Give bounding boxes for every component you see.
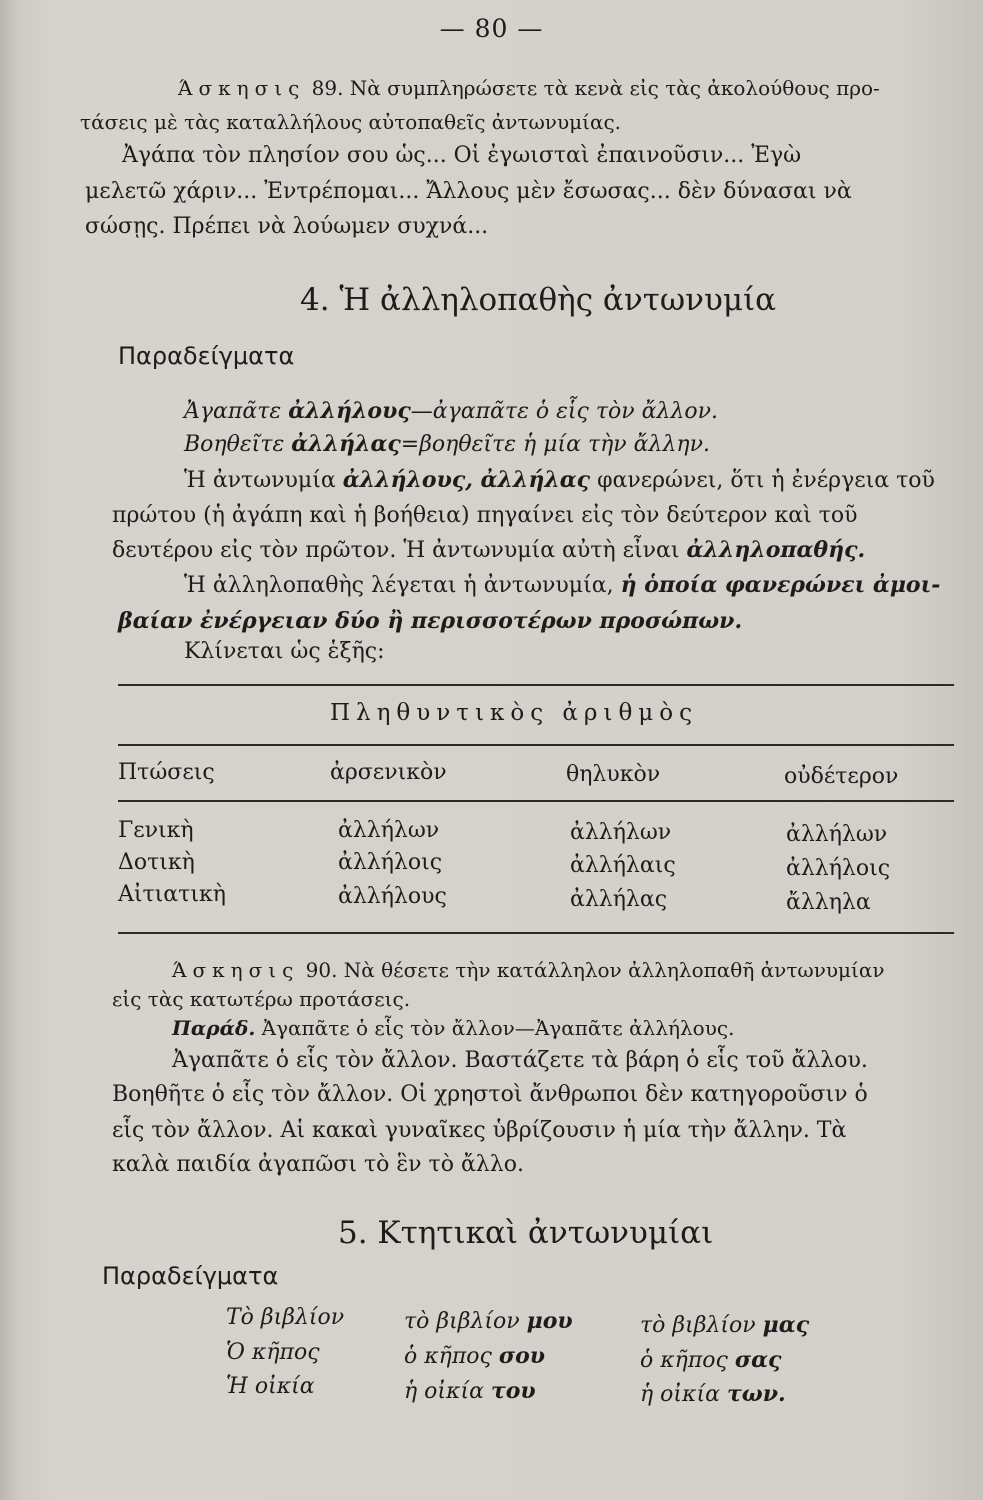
exercise-90-line-3: Ἀγαπᾶτε ὁ εἷς τὸν ἄλλον. Βαστάζετε τὰ βάρη ὁ εἷς τοῦ ἄλλου. [172,1048,868,1073]
table-title: Πληθυντικὸς ἀριθμὸς [330,700,698,726]
section-4-heading: 4. Ἡ ἀλληλοπαθὴς ἀντωνυμία [300,282,777,318]
parad-label: Παράδ. [172,1016,256,1040]
example-1-end: —ἀγαπᾶτε ὁ εἷς τὸν ἄλλον. [410,399,719,424]
possessive-row-1-singular [404,1308,573,1334]
exercise-89-line-3: Ἀγάπα τὸν πλησίον σου ὡς... Οἱ ἐγωισταὶ ἐπαινοῦσιν... Ἐγὼ [122,143,802,168]
exercise-90-line-6: καλὰ παιδία ἀγαπῶσι τὸ ἓν τὸ ἄλλο. [112,1152,524,1177]
declension-intro: Κλίνεται ὡς ἑξῆς: [184,639,385,664]
example-2-end: =βοηθεῖτε ἡ μία τὴν ἄλλην. [400,432,710,457]
table-row-2-case: Δοτικὴ [118,850,195,875]
possessive-row-1-plural-pronoun: μας [762,1312,810,1338]
table-row-1-neut: ἀλλήλων [786,822,888,847]
table-header-masculine: ἀρσενικὸν [330,760,447,785]
possessive-row-3-plural-noun: ἡ οἰκία [640,1382,727,1407]
paragraph-1-line-3 [112,537,865,563]
table-rule-top [118,684,954,686]
page-number: — 80 — [439,14,544,43]
paragraph-1-bold: ἀλλήλους, ἀλλήλας [342,467,591,493]
possessive-row-2-singular-pronoun: σου [498,1343,546,1369]
paragraph-1-end: φανερώνει, ὅτι ἡ ἐνέργεια τοῦ [590,468,935,493]
possessive-row-3-singular-noun: ἡ οἰκία [404,1379,491,1404]
table-row-3-masc: ἀλλήλους [338,884,447,909]
exercise-90-text-1: 90. Νὰ θέσετε τὴν κατάλληλον ἀλληλοπαθῆ ἀντωνυμίαν [305,958,885,982]
possessive-row-2-plural-noun: ὁ κῆπος [640,1348,735,1373]
paragraph-1-line-3-start: δευτέρου εἰς τὸν πρῶτον. Ἡ ἀντωνυμία αὐτὴ εἶναι [112,538,687,563]
table-row-1-masc: ἀλλήλων [338,818,440,843]
paragraph-1-start: Ἡ ἀντωνυμία [184,468,343,493]
possessive-row-3-singular [404,1378,536,1404]
exercise-89-line-2: τάσεις μὲ τὰς καταλλήλους αὐτοπαθεῖς ἀντωνυμίας. [80,110,622,134]
exercise-90-line-5: εἷς τὸν ἄλλον. Αἱ κακαὶ γυναῖκες ὑβρίζουσιν ἡ μία τὴν ἄλλην. Τὰ [112,1118,847,1143]
paragraph-1-line-2: πρώτου (ἡ ἀγάπη καὶ ἡ βοήθεια) πηγαίνει εἰς τὸν δεύτερον καὶ τοῦ [112,503,858,528]
section-5-heading: 5. Κτητικαὶ ἀντωνυμίαι [338,1215,714,1251]
possessive-row-3-base: Ἡ οἰκία [226,1374,315,1399]
parad-text: Ἀγαπᾶτε ὁ εἷς τὸν ἄλλον—Ἀγαπᾶτε ἀλλήλους. [255,1016,735,1040]
table-rule-title [118,744,954,746]
exercise-90-parad [172,1016,734,1040]
example-2-start: Βοηθεῖτε [184,432,292,457]
paragraph-2-line-1 [184,572,940,598]
exercise-89-line-1 [178,76,880,100]
table-row-3-neut: ἄλληλα [786,890,871,915]
possessive-row-2-plural [640,1347,781,1373]
possessive-row-2-plural-pronoun: σας [734,1347,782,1373]
example-1-start: Ἀγαπᾶτε [184,399,289,424]
table-rule-header [118,800,954,802]
exercise-90-line-2: εἰς τὰς κατωτέρω προτάσεις. [112,987,411,1011]
table-row-3-case: Αἰτιατικὴ [118,882,226,907]
example-2-bold: ἀλλήλας [291,431,401,457]
paragraph-2-line-2: βαίαν ἐνέργειαν δύο ἢ περισσοτέρων προσώπων. [118,608,743,634]
exercise-90-word: Άσκησις [172,958,300,982]
possessive-row-1-plural-noun: τὸ βιβλίον [640,1313,763,1338]
example-line-2 [184,431,710,457]
table-header-neuter: οὐδέτερον [784,764,899,789]
paragraph-2-bold: ἡ ὁποία φανερώνει ἀμοι- [620,572,941,598]
example-1-bold: ἀλλήλους [288,398,411,424]
table-row-1-case: Γενικὴ [118,818,194,843]
exercise-90-line-4: Βοηθῆτε ὁ εἷς τὸν ἄλλον. Οἱ χρηστοὶ ἄνθρωποι δὲν κατηγοροῦσιν ὁ [112,1082,868,1107]
exercise-89-line-4: μελετῶ χάριν... Ἐντρέπομαι... Ἄλλους μὲν ἔσωσας... δὲν δύνασαι νὰ [85,179,852,204]
table-row-2-neut: ἀλλήλοις [786,856,891,881]
table-row-3-fem: ἀλλήλας [570,887,668,912]
possessive-row-1-singular-pronoun: μου [526,1308,573,1334]
possessive-row-2-base: Ὁ κῆπος [226,1340,320,1365]
possessive-row-2-singular-noun: ὁ κῆπος [404,1344,499,1369]
possessive-row-1-singular-noun: τὸ βιβλίον [404,1309,527,1334]
possessive-row-3-singular-pronoun: του [490,1378,536,1404]
table-rule-bottom [118,932,954,934]
example-line-1 [184,398,718,424]
section-5-examples-label: Παραδείγματα [102,1262,279,1290]
possessive-row-3-plural [640,1381,786,1407]
possessive-row-3-plural-pronoun: των. [726,1381,786,1407]
possessive-row-1-base: Τὸ βιβλίον [226,1305,345,1330]
paragraph-1-line-3-bold: ἀλληλοπαθής. [686,537,866,563]
table-header-cases: Πτώσεις [118,760,215,785]
section-4-examples-label: Παραδείγματα [118,342,295,370]
table-row-1-fem: ἀλλήλων [570,820,672,845]
possessive-row-1-plural [640,1312,809,1338]
exercise-89-text-1: 89. Νὰ συμπληρώσετε τὰ κενὰ εἰς τὰς ἀκολούθους προ- [311,76,880,100]
table-header-feminine: θηλυκὸν [566,762,661,787]
paragraph-2-start: Ἡ ἀλληλοπαθὴς λέγεται ἡ ἀντωνυμία, [184,573,621,598]
exercise-89-word: Άσκησις [178,76,306,100]
table-row-2-fem: ἀλλήλαις [570,853,676,878]
exercise-90-line-1 [172,958,885,982]
paragraph-1-line-1 [184,467,935,493]
possessive-row-2-singular [404,1343,545,1369]
table-row-2-masc: ἀλλήλοις [338,850,443,875]
exercise-89-line-5: σώσῃς. Πρέπει νὰ λούωμεν συχνά... [85,214,489,239]
